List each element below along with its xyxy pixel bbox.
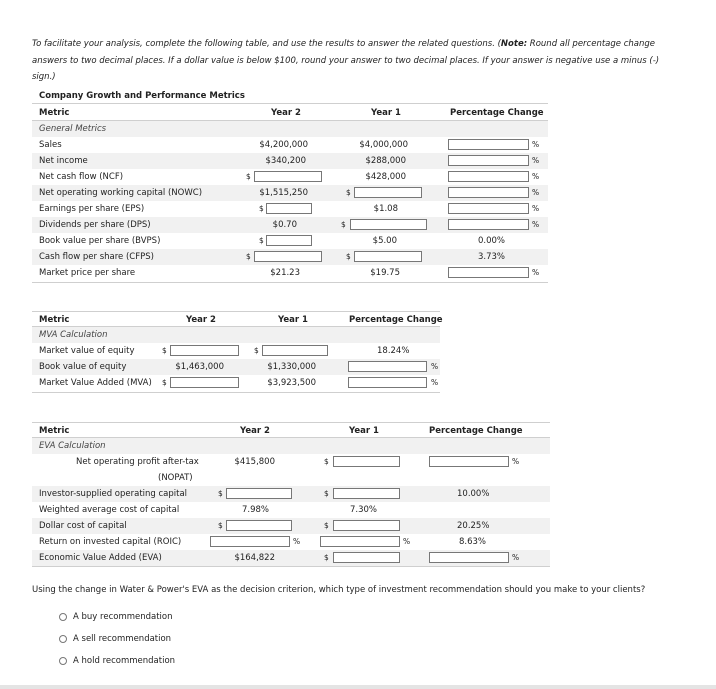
percent-sign: % xyxy=(532,172,540,181)
table1-header-metric: Metric xyxy=(39,108,70,118)
nopat-pct-change-input[interactable] xyxy=(429,456,509,467)
option-sell-label[interactable]: A sell recommendation xyxy=(73,634,172,644)
sales-pct-change-input[interactable] xyxy=(448,139,529,150)
mva-pct-change-input[interactable] xyxy=(348,377,427,388)
row-mve-pct: 18.24% xyxy=(377,346,410,356)
instructions-line1: To facilitate your analysis, complete the following table, and use the results to answer the related questions. ( xyxy=(32,39,501,49)
table2-top-rule xyxy=(32,311,440,312)
table1-section: General Metrics xyxy=(39,124,107,134)
radio-button[interactable] xyxy=(59,635,67,643)
cfps-year2-input[interactable] xyxy=(254,251,322,262)
row-mve-label: Market value of equity xyxy=(39,346,135,356)
dollar-sign: $ xyxy=(162,346,167,355)
percent-sign: % xyxy=(532,204,540,213)
eva-year1-input[interactable] xyxy=(333,552,400,563)
nopat-year1-input[interactable] xyxy=(333,456,400,467)
percent-sign: % xyxy=(431,378,439,387)
capital-year1-input[interactable] xyxy=(333,488,400,499)
row-sales-year2: $4,200,000 xyxy=(259,140,308,150)
row-bve-label: Book value of equity xyxy=(39,362,127,372)
row-dcc-pct: 20.25% xyxy=(457,521,490,531)
row-mva-year1: $3,923,500 xyxy=(267,378,316,388)
dcc-year1-input[interactable] xyxy=(333,520,400,531)
row-wacc-year1: 7.30% xyxy=(350,505,378,515)
dollar-sign: $ xyxy=(218,521,223,530)
table3-bottom-rule xyxy=(32,566,550,567)
percent-sign: % xyxy=(403,537,411,546)
option-buy-label[interactable]: A buy recommendation xyxy=(73,612,173,622)
table3-header-year1: Year 1 xyxy=(349,426,379,436)
percent-sign: % xyxy=(532,156,540,165)
bve-pct-change-input[interactable] xyxy=(348,361,427,372)
row-wacc-label: Weighted average cost of capital xyxy=(39,505,180,515)
mve-year1-input[interactable] xyxy=(262,345,328,356)
table1-header-year2: Year 2 xyxy=(271,108,301,118)
row-net-income-year2: $340,200 xyxy=(265,156,306,166)
percent-sign: % xyxy=(532,140,540,149)
row-bvps-pct: 0.00% xyxy=(478,236,506,246)
table1-bottom-rule xyxy=(32,282,548,283)
instructions-line1-end: Round all percentage change xyxy=(527,39,655,49)
dollar-sign: $ xyxy=(341,220,346,229)
table2-header-pct: Percentage Change xyxy=(349,315,443,325)
row-eps-year1: $1.08 xyxy=(373,204,398,214)
dps-pct-change-input[interactable] xyxy=(448,219,529,230)
row-eva-year2: $164,822 xyxy=(234,553,275,563)
dollar-sign: $ xyxy=(162,378,167,387)
percent-sign: % xyxy=(512,457,520,466)
row-nopat-label-line1: Net operating profit after-tax xyxy=(76,457,199,467)
nowc-pct-change-input[interactable] xyxy=(448,187,529,198)
table2-header-metric: Metric xyxy=(39,315,70,325)
dollar-sign: $ xyxy=(218,489,223,498)
row-bve-year2: $1,463,000 xyxy=(175,362,224,372)
dollar-sign: $ xyxy=(324,457,329,466)
dcc-year2-input[interactable] xyxy=(226,520,292,531)
eps-year2-input[interactable] xyxy=(266,203,312,214)
row-bvps-label: Book value per share (BVPS) xyxy=(39,236,161,246)
row-dps-label: Dividends per share (DPS) xyxy=(39,220,151,230)
row-sales-label: Sales xyxy=(39,140,62,150)
bottom-border xyxy=(0,685,716,689)
table2-header-year2: Year 2 xyxy=(186,315,216,325)
row-bve-year1: $1,330,000 xyxy=(267,362,316,372)
mva-year2-input[interactable] xyxy=(170,377,239,388)
percent-sign: % xyxy=(431,362,439,371)
nowc-year1-input[interactable] xyxy=(354,187,422,198)
table3-top-rule xyxy=(32,422,550,423)
row-nowc-year2: $1,515,250 xyxy=(259,188,308,198)
roic-year1-input[interactable] xyxy=(320,536,400,547)
instructions-line3: sign.) xyxy=(32,72,56,82)
radio-button[interactable] xyxy=(59,613,67,621)
row-net-income-label: Net income xyxy=(39,156,88,166)
dollar-sign: $ xyxy=(324,521,329,530)
table3-header-pct: Percentage Change xyxy=(429,426,523,436)
row-roic-label: Return on invested capital (ROIC) xyxy=(39,537,182,547)
table3-section: EVA Calculation xyxy=(39,441,106,451)
table1-header-year1: Year 1 xyxy=(371,108,401,118)
dollar-sign: $ xyxy=(254,346,259,355)
table2-header-year1: Year 1 xyxy=(278,315,308,325)
row-nopat-label-line2: (NOPAT) xyxy=(158,473,193,483)
table2-bottom-rule xyxy=(32,392,440,393)
row-cfps-label: Cash flow per share (CFPS) xyxy=(39,252,154,262)
percent-sign: % xyxy=(293,537,301,546)
row-ncf-label: Net cash flow (NCF) xyxy=(39,172,124,182)
row-roic-pct: 8.63% xyxy=(459,537,487,547)
row-market-price-label: Market price per share xyxy=(39,268,136,278)
row-capital-label: Investor-supplied operating capital xyxy=(39,489,188,499)
row-market-price-year1: $19.75 xyxy=(370,268,400,278)
row-market-price-year2: $21.23 xyxy=(270,268,300,278)
row-ncf-year1: $428,000 xyxy=(365,172,406,182)
roic-year2-input[interactable] xyxy=(210,536,290,547)
table1-header-pct: Percentage Change xyxy=(450,108,544,118)
capital-year2-input[interactable] xyxy=(226,488,292,499)
radio-button[interactable] xyxy=(59,657,67,665)
table1-top-rule xyxy=(32,103,548,104)
dollar-sign: $ xyxy=(259,204,264,213)
table3-header-year2: Year 2 xyxy=(240,426,270,436)
dollar-sign: $ xyxy=(324,553,329,562)
bvps-year2-input[interactable] xyxy=(266,235,312,246)
instructions xyxy=(32,36,672,86)
mve-year2-input[interactable] xyxy=(170,345,239,356)
eps-pct-change-input[interactable] xyxy=(448,203,529,214)
percent-sign: % xyxy=(532,268,540,277)
dollar-sign: $ xyxy=(246,172,251,181)
ncf-year2-input[interactable] xyxy=(254,171,322,182)
dollar-sign: $ xyxy=(259,236,264,245)
row-cfps-pct: 3.73% xyxy=(478,252,506,262)
row-dcc-label: Dollar cost of capital xyxy=(39,521,127,531)
eva-pct-change-input[interactable] xyxy=(429,552,509,563)
note-label: Note: xyxy=(500,39,528,49)
percent-sign: % xyxy=(512,553,520,562)
row-nowc-label: Net operating working capital (NOWC) xyxy=(39,188,203,198)
percent-sign: % xyxy=(532,220,540,229)
row-eps-label: Earnings per share (EPS) xyxy=(39,204,145,214)
market-price-pct-change-input[interactable] xyxy=(448,267,529,278)
table3-section-row xyxy=(32,438,550,454)
option-hold-label[interactable]: A hold recommendation xyxy=(73,656,176,666)
row-dps-year2: $0.70 xyxy=(272,220,297,230)
row-net-income-year1: $288,000 xyxy=(365,156,406,166)
dollar-sign: $ xyxy=(346,188,351,197)
cfps-year1-input[interactable] xyxy=(354,251,422,262)
table1-section-row xyxy=(32,121,548,137)
dollar-sign: $ xyxy=(346,252,351,261)
ncf-pct-change-input[interactable] xyxy=(448,171,529,182)
row-sales-year1: $4,000,000 xyxy=(359,140,408,150)
row-wacc-year2: 7.98% xyxy=(242,505,270,515)
table2-section: MVA Calculation xyxy=(39,330,108,340)
net-income-pct-change-input[interactable] xyxy=(448,155,529,166)
question-text: Using the change in Water & Power's EVA as the decision criterion, which type of investment recommendation should you make to your clients? xyxy=(32,585,646,595)
percent-sign: % xyxy=(532,188,540,197)
row-mva-label: Market Value Added (MVA) xyxy=(39,378,152,388)
row-bvps-year1: $5.00 xyxy=(372,236,397,246)
row-eva-label: Economic Value Added (EVA) xyxy=(39,553,162,563)
instructions-line2: answers to two decimal places. If a dollar value is below $100, round your answer to two decimal places. If your answer is negative use a minus (-) xyxy=(32,55,660,66)
dps-year1-input[interactable] xyxy=(350,219,427,230)
table3-header-metric: Metric xyxy=(39,426,70,436)
dollar-sign: $ xyxy=(324,489,329,498)
row-capital-pct: 10.00% xyxy=(457,489,490,499)
table1-title: Company Growth and Performance Metrics xyxy=(39,91,245,101)
row-nopat-year2: $415,800 xyxy=(234,457,275,467)
dollar-sign: $ xyxy=(246,252,251,261)
